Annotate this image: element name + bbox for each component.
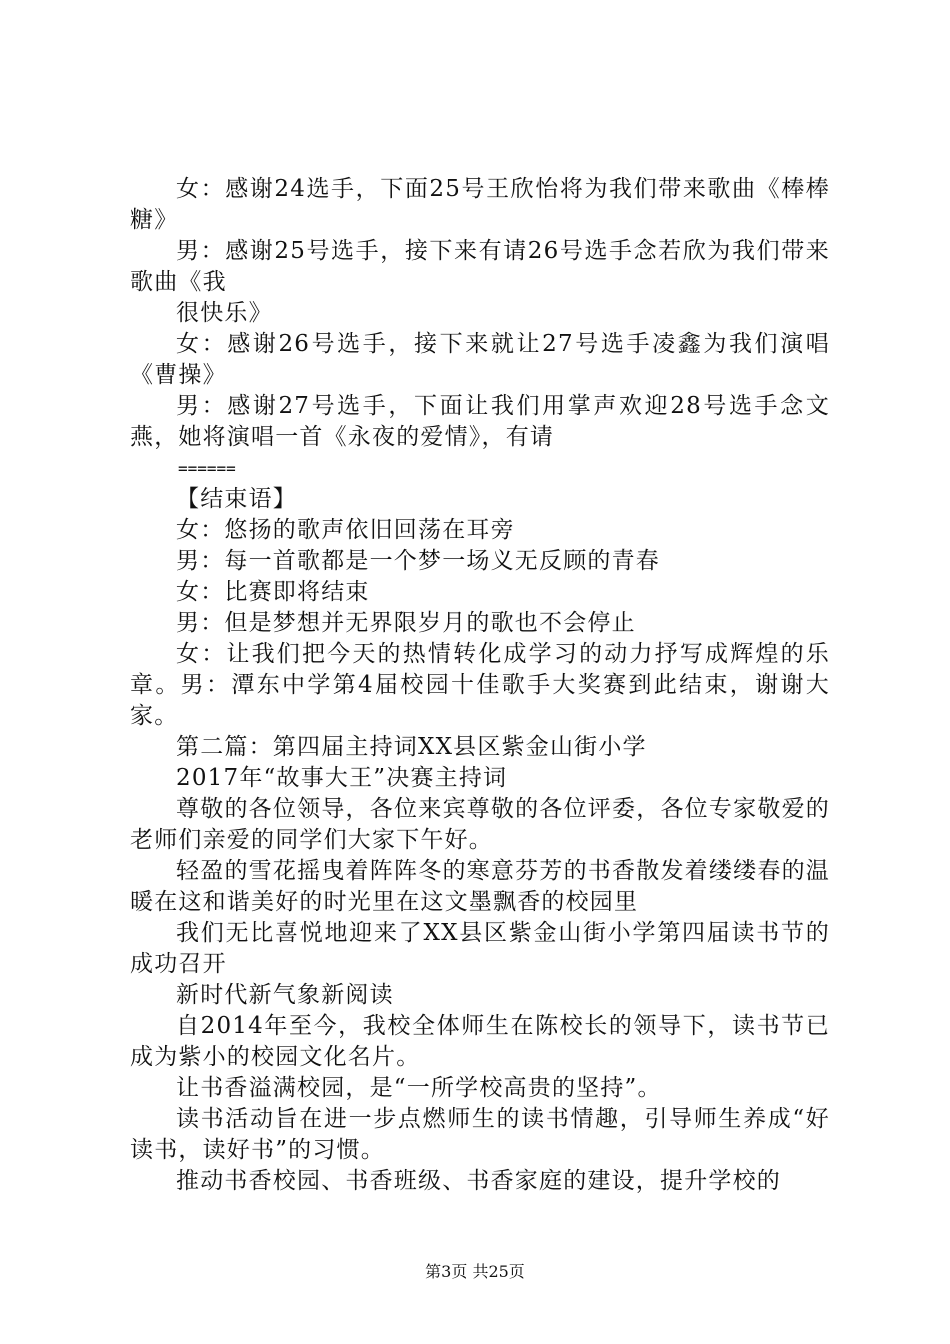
reading-festival-paragraph: 我们无比喜悦地迎来了XX县区紫金山街小学第四届读书节的成功召开: [130, 920, 830, 977]
closing-line-5: 女：让我们把今天的热情转化成学习的动力抒写成辉煌的乐章。男：潭东中学第4届校园十佳歌手大奖赛到此结束，谢谢大家。: [130, 641, 830, 729]
final-paragraph: 推动书香校园、书香班级、书香家庭的建设，提升学校的: [176, 1168, 781, 1194]
closing-heading: 【结束语】: [176, 486, 297, 512]
paragraph-female-song-25: 女：感谢24选手，下面25号王欣怡将为我们带来歌曲《棒棒糖》: [130, 176, 830, 233]
poetic-opening-paragraph: 轻盈的雪花摇曳着阵阵冬的寒意芬芳的书香散发着缕缕春的温暖在这和谐美好的时光里在这文墨飘香的校园里: [130, 858, 830, 915]
closing-line-3: 女：比赛即将结束: [176, 579, 370, 605]
paragraph-male-song-28: 男：感谢27号选手，下面让我们用掌声欢迎28号选手念文燕，她将演唱一首《永夜的爱情》，有请: [130, 393, 830, 450]
document-body: [130, 174, 830, 1197]
history-paragraph: 自2014年至今，我校全体师生在陈校长的领导下，读书节已成为紫小的校园文化名片。: [130, 1013, 830, 1070]
book-fragrance-line: 让书香溢满校园，是“一所学校高贵的坚持”。: [176, 1075, 662, 1101]
paragraph-female-song-27: 女：感谢26号选手，接下来就让27号选手凌鑫为我们演唱《曹操》: [130, 331, 830, 388]
closing-line-2: 男：每一首歌都是一个梦一场义无反顾的青春: [176, 548, 660, 574]
theme-line: 新时代新气象新阅读: [176, 982, 394, 1008]
page-number: 第3页 共25页: [425, 1262, 525, 1281]
reading-activity-paragraph: 读书活动旨在进一步点燃师生的读书情趣，引导师生养成“好读书，读好书”的习惯。: [130, 1106, 830, 1163]
second-part-heading: 第二篇：第四届主持词XX县区紫金山街小学: [176, 734, 647, 760]
page-footer: [0, 1262, 950, 1282]
greeting-paragraph: 尊敬的各位领导，各位来宾尊敬的各位评委，各位专家敬爱的老师们亲爱的同学们大家下午好。: [130, 796, 830, 853]
second-part-subheading: 2017年“故事大王”决赛主持词: [176, 765, 508, 791]
closing-line-1: 女：悠扬的歌声依旧回荡在耳旁: [176, 517, 515, 543]
section-divider: ======: [178, 459, 236, 478]
paragraph-song-title-continued: 很快乐》: [176, 300, 273, 326]
closing-line-4: 男：但是梦想并无界限岁月的歌也不会停止: [176, 610, 636, 636]
paragraph-male-song-26: 男：感谢25号选手，接下来有请26号选手念若欣为我们带来歌曲《我: [130, 238, 830, 295]
